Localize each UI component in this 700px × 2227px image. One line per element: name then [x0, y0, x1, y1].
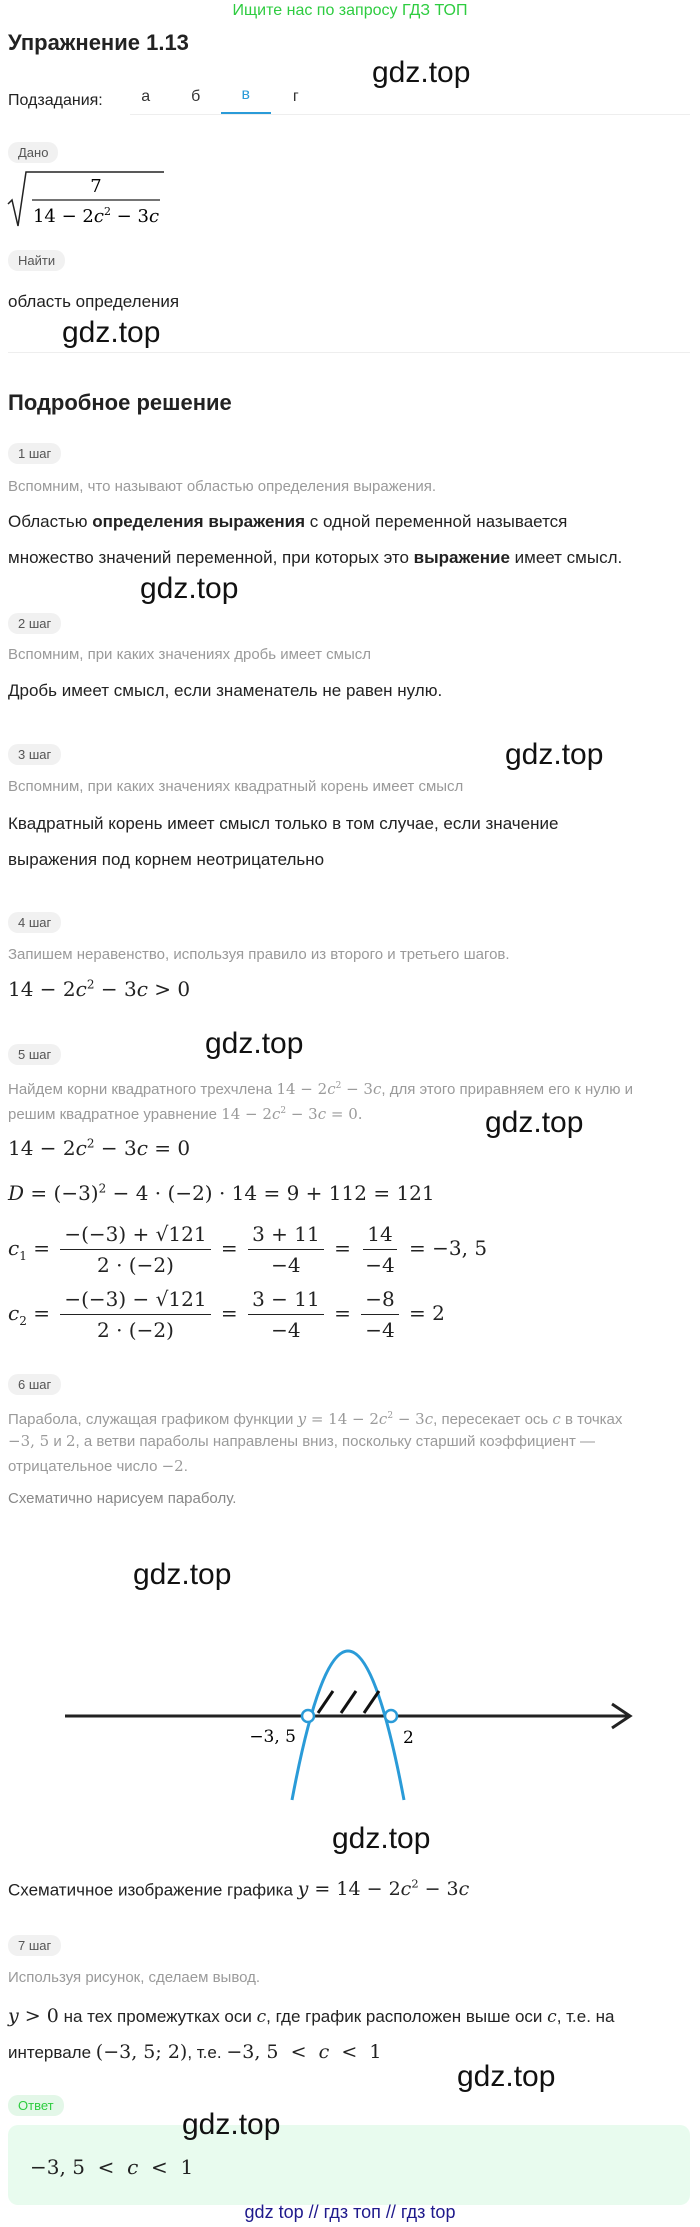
answer-value: −3, 5 < c < 1 — [30, 2155, 194, 2179]
step-5-badge: 5 шаг — [8, 1044, 61, 1065]
step-7-line1: y > 0 на тех промежутках оси c, где график расположен выше оси c, т.е. на — [8, 2005, 615, 2027]
step-4-badge: 4 шаг — [8, 912, 61, 933]
svg-text:7: 7 — [90, 176, 102, 197]
page-title: Упражнение 1.13 — [8, 30, 189, 55]
footer-links[interactable]: gdz top // гдз топ // гдз top — [244, 2202, 456, 2222]
answer-badge: Ответ — [8, 2095, 64, 2116]
sqrt-fraction — [6, 168, 166, 230]
tabs-underline — [130, 114, 690, 115]
section-title: Подробное решение — [8, 390, 232, 415]
find-badge: Найти — [8, 250, 65, 271]
step-1-line2: множество значений переменной, при которых это выражение имеет смысл. — [8, 548, 623, 567]
step-6-hint-line1: Парабола, служащая графиком функции $y = 14 - 2c^2 - 3c$, пересекает ось c в точках — [8, 1410, 623, 1428]
watermark: gdz.top — [485, 1106, 584, 1139]
step-3-line2: выражения под корнем неотрицательно — [8, 850, 325, 869]
right-root-label: 2 — [403, 1728, 414, 1748]
step-6-text: Схематично нарисуем параболу. — [8, 1490, 237, 1507]
left-root-label: −3, 5 — [249, 1727, 296, 1747]
hatch-3 — [364, 1691, 379, 1713]
step-7-line2: интервале (−3, 5; 2), т.е. −3, 5 < c < 1 — [8, 2041, 382, 2063]
step-1-badge: 1 шаг — [8, 443, 61, 464]
discriminant: $D = (-3)^2 - 4 \cdot (-2) \cdot 14 = 9 + 112 = 121$ — [8, 1181, 435, 1205]
subtask-selector — [8, 86, 321, 115]
step-5-hint-line1: Найдем корни квадратного трехчлена $14 - 2c^2 - 3c$, для этого приравняем его к нулю и — [8, 1080, 633, 1098]
step-4-hint: Запишем неравенство, используя правило из второго и третьего шагов. — [8, 946, 510, 963]
step-1-line1: Областью определения выражения с одной переменной называется — [8, 512, 568, 531]
promo-banner[interactable]: Ищите нас по запросу ГДЗ ТОП — [232, 2, 468, 19]
inequality: $14 - 2c^2 - 3c > 0$ — [8, 977, 191, 1001]
parabola-graph — [0, 1620, 700, 1810]
root-point-right — [385, 1710, 397, 1722]
watermark: gdz.top — [62, 316, 161, 349]
svg-text:14 − 2c2 − 3c: $14 - 2c^2 - 3c$ — [32, 205, 160, 227]
tab-a[interactable]: а — [141, 87, 151, 105]
step-2-text: Дробь имеет смысл, если знаменатель не равен нулю. — [8, 681, 443, 700]
step-3-hint: Вспомним, при каких значениях квадратный корень имеет смысл — [8, 778, 464, 795]
equation: $14 - 2c^2 - 3c = 0$ — [8, 1136, 191, 1160]
tab-b[interactable]: б — [191, 87, 201, 105]
step-2-hint: Вспомним, при каких значениях дробь имеет смысл — [8, 646, 372, 663]
tab-g[interactable]: г — [292, 87, 299, 105]
watermark: gdz.top — [140, 572, 239, 605]
divider — [8, 352, 690, 353]
tab-v[interactable]: в — [221, 86, 271, 115]
step-6-hint-line2: −3, 5 и 2, а ветви параболы направлены вниз, поскольку старший коэффициент — — [8, 1432, 595, 1450]
step-6-hint-line3: отрицательное число −2. — [8, 1457, 188, 1475]
watermark: gdz.top — [182, 2108, 281, 2141]
watermark: gdz.top — [133, 1558, 232, 1591]
root-point-left — [302, 1710, 314, 1722]
root-c2: $c_2$ = $\frac{-(-3) - √121}{2 \cdot (-2)}$ = $\frac{3 - 11}{-4}$ = $\frac{-8}{-4}$ = 2 — [8, 1287, 445, 1342]
graph-caption: Схематичное изображение графика $y = 14 - 2c^2 - 3c$ — [8, 1877, 470, 1901]
given-expression — [6, 168, 166, 230]
given-badge: Дано — [8, 142, 58, 163]
step-6-badge: 6 шаг — [8, 1374, 61, 1395]
step-7-badge: 7 шаг — [8, 1935, 61, 1956]
watermark: gdz.top — [372, 56, 471, 89]
hatch-1 — [318, 1691, 333, 1713]
step-3-badge: 3 шаг — [8, 744, 61, 765]
watermark: gdz.top — [332, 1822, 431, 1855]
watermark: gdz.top — [505, 738, 604, 771]
step-1-hint: Вспомним, что называют областью определения выражения. — [8, 478, 437, 495]
parabola-curve — [292, 1651, 404, 1800]
hatch-2 — [341, 1691, 356, 1713]
step-7-hint: Используя рисунок, сделаем вывод. — [8, 1969, 261, 1986]
step-5-hint-line2: решим квадратное уравнение $14 - 2c^2 - 3c = 0$. — [8, 1105, 363, 1123]
root-c1: $c_1$ = $\frac{-(-3) + √121}{2 \cdot (-2)}$ = $\frac{3 + 11}{-4}$ = $\frac{14}{-4}$ = −3, 5 — [8, 1222, 488, 1277]
watermark: gdz.top — [457, 2060, 556, 2093]
watermark: gdz.top — [205, 1027, 304, 1060]
step-2-badge: 2 шаг — [8, 613, 61, 634]
subtasks-label: Подзадания: — [8, 91, 103, 109]
step-3-line1: Квадратный корень имеет смысл только в том случае, если значение — [8, 814, 559, 833]
find-text: область определения — [8, 292, 180, 311]
